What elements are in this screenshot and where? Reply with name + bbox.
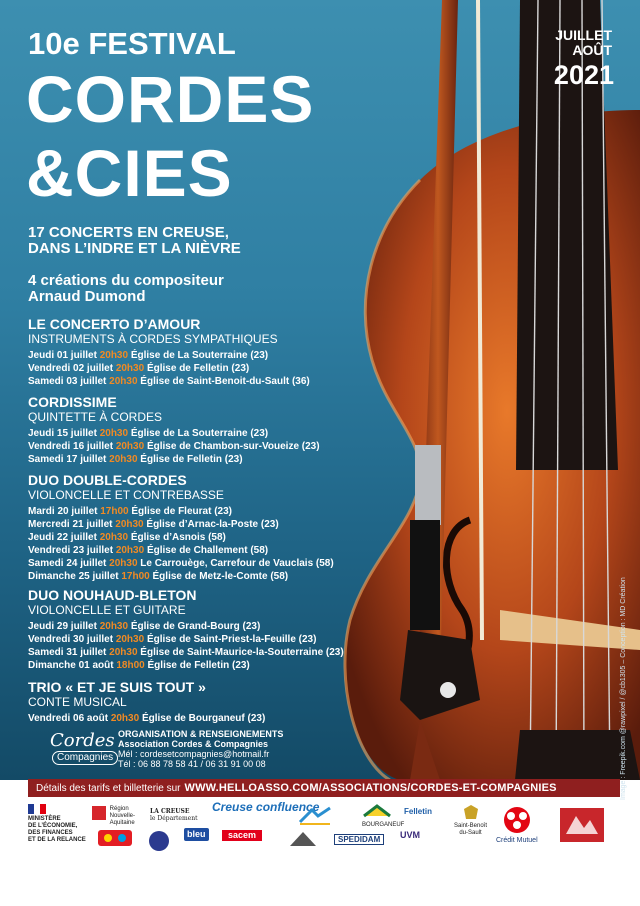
concert-line: Dimanche 25 juillet 17h00 Église de Metz-le-Comte (58) [28,571,289,582]
concert-line: Samedi 31 juillet 20h30 Église de Saint-Maurice-la-Souterraine (23) [28,647,344,658]
felletin-logo: Felletin [404,807,433,816]
creations-line2: Arnaud Dumond [28,288,146,305]
festival-year: 2021 [553,60,614,90]
program-subtitle: QUINTETTE À CORDES [28,410,163,424]
ticketing-url[interactable]: WWW.HELLOASSO.COM/ASSOCIATIONS/CORDES-ET-COMPAGNIES [184,782,557,794]
organizer-heading: ORGANISATION & RENSEIGNEMENTS [118,729,284,739]
organizer-phone: Tél : 06 88 78 58 41 / 06 31 91 00 08 [118,759,266,769]
france-bleu-logo: bleu [184,828,209,841]
concert-line: Jeudi 22 juillet 20h30 Église d’Asnois (58) [28,532,226,543]
program-duo-double-cordes [28,472,334,583]
festival-poster: 10e FESTIVAL CORDES &CIES JUILLET AOÛT 2021 17 CONCERTS EN CREUSE, DANS L’INDRE ET LA NIÈVRE 4 créations du compositeur Arnaud Dumond LE CONCERTO D’AMOUR INSTRUMENTS À CORDES SYMPATHIQUES Jeudi 01 juillet 20h30 Église de La Souterraine (23) Vendredi 02 juillet 20h30 Église de Felletin (23) Samedi 03 juillet 20h30 Église de Saint-Benoit-du-Sault (36) CORDISSIME QUINTETTE À CORDES Jeudi 15 juillet 20h30 Église de La Souterraine (23) Vendredi 16 juillet 20h30 Église de Chambon-sur-Voueize (23) Samedi 17 juillet 20h30 Église de Felletin (23) DUO DOUBLE-CORDES VIOLONCELLE ET CONTREBASSE Mardi 20 juillet 17h00 Église de Fleurat (23) Mercredi 21 juillet 20h30 Église d’Arnac-la-Poste (23) Jeudi 22 juillet 20h30 Église d’Asnois (58) Vendredi 23 juillet 20h30 Église de Challement (58) Samedi 24 juillet 20h30 Le Carrouège, Carrefour de Vauclais (58) Dimanche 25 juillet 17h00 Église de Metz-le-Comte (58) DUO NOUHAUD-BLETON VIOLONCELLE ET GUITARE Jeudi 29 juillet 20h30 Église de Grand-Bourg (23) Vendredi 30 juillet 20h30 Église de Saint-Priest-la-Feuille (23) Samedi 31 juillet 20h30 Église de Saint-Maurice-la-Souterraine (23) Dimanche 01 août 18h00 Église de Felletin (23) TRIO « ET JE SUIS TOUT » CONTE MUSICAL Vendredi 06 août 20h30 Église de Bourganeuf (23) Cordes Compagnies ORGANISATION & RENSEIGNEMENTS Association Cordes & Compagnies Mél : cordesetcompagnies@hotmail.fr Tél : 06 88 78 58 41 / 06 31 91 00 08 Image : Freepik.com @rawpixel / @cb1305 – Conception : MD Création Détails des tarifs et billetterie sur WWW.HELLOASSO.COM/ASSOCIATIONS/CORDES-ET-COMPAGNIES MINISTÈRE DE L’ÉCONOMIE, DES FINANCES ET DE LA RELANCE Région Nouvelle- Aquitaine LA CREUSE le Département bleu Creuse confluence sacem SPEDIDAM BOURGANEUF Felletin UVM Saint-Benoît du-Sault Crédit Mutuel [0,0,640,906]
bourganeuf-logo: BOURGANEUF [362,804,404,829]
program-subtitle: VIOLONCELLE ET CONTREBASSE [28,488,224,502]
ticketing-label: Détails des tarifs et billetterie sur [36,782,181,794]
concert-line: Samedi 17 juillet 20h30 Église de Felletin (23) [28,454,243,465]
ticketing-bar [28,779,620,797]
dept-logo [98,830,132,849]
intro-line1: 17 CONCERTS EN CREUSE, [28,224,229,241]
creations-line1: 4 créations du compositeur [28,272,224,289]
concert-line: Vendredi 30 juillet 20h30 Église de Saint-Priest-la-Feuille (23) [28,634,317,645]
concert-line: Vendredi 06 août 20h30 Église de Bourganeuf (23) [28,713,266,724]
ministere-logo: MINISTÈRE DE L’ÉCONOMIE, DES FINANCES ET DE LA RELANCE [28,816,86,843]
month-july: JUILLET [555,27,612,43]
spedidam-logo: SPEDIDAM [334,834,384,845]
creuse-departement-logo: LA CREUSE le Département [150,808,198,822]
la-souterraine-logo [298,806,332,829]
local-logo [560,808,604,845]
festival-edition: 10e FESTIVAL [28,26,236,61]
sponsor-logos [0,800,640,860]
concert-line: Vendredi 16 juillet 20h30 Église de Chambon-sur-Voueize (23) [28,441,320,452]
circle-logo [148,830,170,855]
month-august: AOÛT [572,42,612,58]
program-subtitle: VIOLONCELLE ET GUITARE [28,603,186,617]
concert-line: Dimanche 01 août 18h00 Église de Felletin (23) [28,660,250,671]
festival-name-line1: CORDES [26,62,315,136]
region-nouvelle-aquitaine-logo: Région Nouvelle- Aquitaine [92,806,135,827]
concert-line: Jeudi 29 juillet 20h30 Église de Grand-Bourg (23) [28,621,261,632]
concert-line: Mercredi 21 juillet 20h30 Église d’Arnac-la-Poste (23) [28,519,279,530]
intro-line2: DANS L’INDRE ET LA NIÈVRE [28,240,241,257]
organizer-info [118,729,283,769]
concert-line: Samedi 24 juillet 20h30 Le Carrouège, Carrefour de Vauclais (58) [28,558,334,569]
program-title: DUO NOUHAUD-BLETON [28,587,197,603]
cdc-logo [288,830,318,851]
concert-line: Jeudi 01 juillet 20h30 Église de La Souterraine (23) [28,350,269,361]
concert-line: Jeudi 15 juillet 20h30 Église de La Souterraine (23) [28,428,269,439]
program-title: LE CONCERTO D’AMOUR [28,316,201,332]
photo-credit: Image : Freepik.com @rawpixel / @cb1305 – Conception : MD Création [620,577,627,800]
concert-line: Mardi 20 juillet 17h00 Église de Fleurat (23) [28,506,232,517]
program-subtitle: INSTRUMENTS À CORDES SYMPATHIQUES [28,332,278,346]
saint-benoit-logo: Saint-Benoît du-Sault [454,804,487,837]
program-title: CORDISSIME [28,394,117,410]
program-subtitle: CONTE MUSICAL [28,695,127,709]
program-concerto-amour [28,316,310,388]
concert-line: Vendredi 02 juillet 20h30 Église de Felletin (23) [28,363,250,374]
organizer-association: Association Cordes & Compagnies [118,739,269,749]
concert-line: Vendredi 23 juillet 20h30 Église de Challement (58) [28,545,269,556]
festival-name-line2: &CIES [26,136,233,210]
program-title: TRIO « ET JE SUIS TOUT » [28,679,206,695]
program-trio [28,679,265,725]
creuse-confluence-logo: Creuse confluence [212,800,320,814]
program-title: DUO DOUBLE-CORDES [28,472,187,488]
program-duo-nouhaud-bleton [28,587,344,672]
organizer-email[interactable]: Mél : cordesetcompagnies@hotmail.fr [118,749,270,759]
credit-mutuel-logo: Crédit Mutuel [496,806,538,844]
uvm-logo: UVM [400,830,420,840]
concert-line: Samedi 03 juillet 20h30 Église de Saint-Benoit-du-Sault (36) [28,376,310,387]
program-cordissime [28,394,320,466]
sacem-logo: sacem [222,830,262,841]
